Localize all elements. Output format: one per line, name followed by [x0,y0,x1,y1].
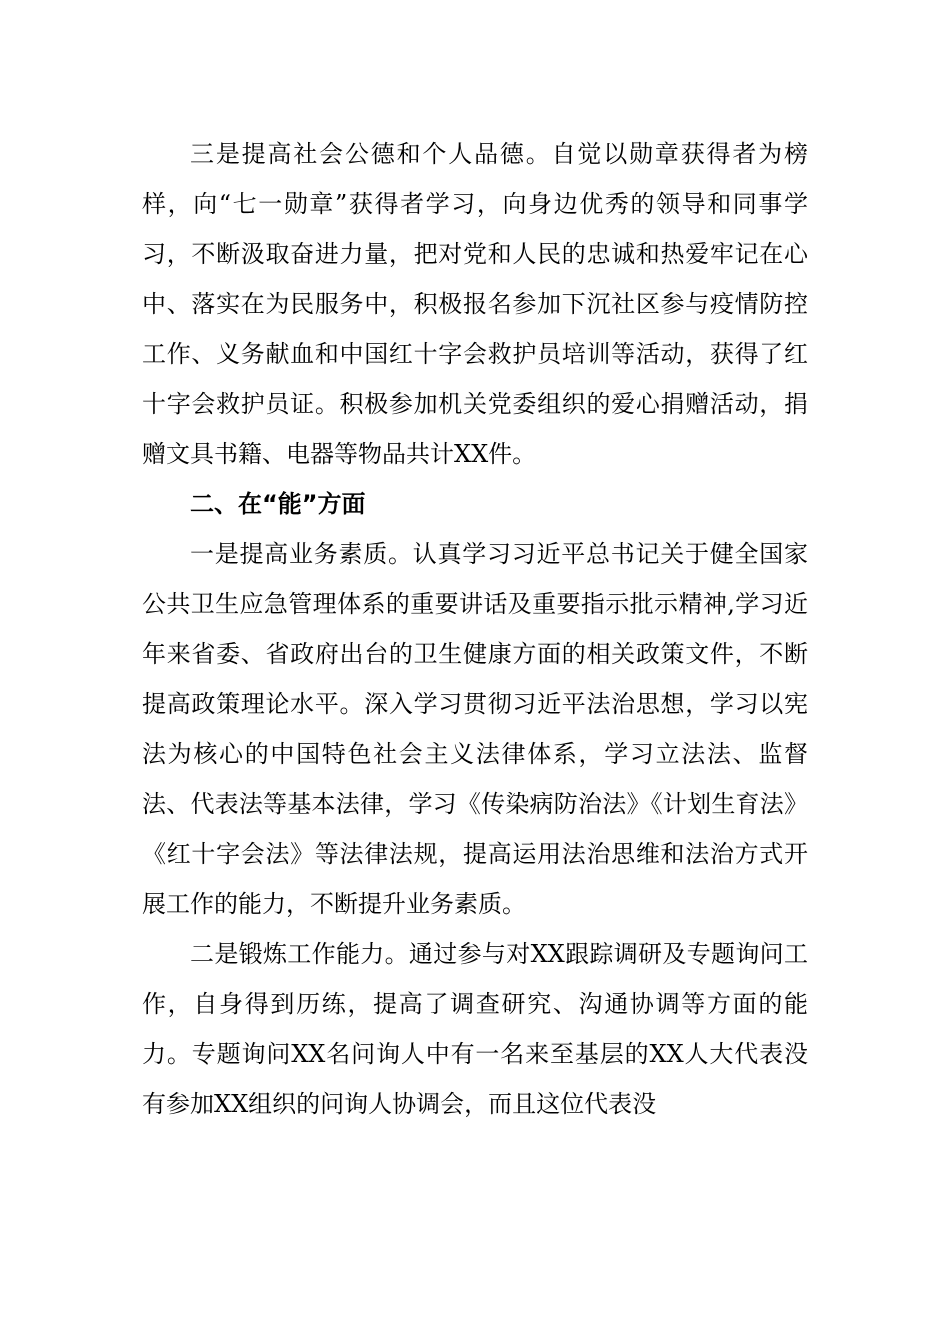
paragraph-work-ability: 二是锻炼工作能力。通过参与对XX跟踪调研及专题询问工作，自身得到历练，提高了调查研究、沟通协调等方面的能力。专题询问XX名问询人中有一名来至基层的XX人大代表没有参加XX组织的问询人协调会，而且这位代表没 [142,940,808,1118]
paragraph-public-morality: 三是提高社会公德和个人品德。自觉以勋章获得者为榜样，向“七一勋章”获得者学习，向身边优秀的领导和同事学习，不断汲取奋进力量，把对党和人民的忠诚和热爱牢记在心中、落实在为民服务中，积极报名参加下沉社区参与疫情防控工作、义务献血和中国红十字会救护员培训等活动，获得了红十字会救护员证。积极参加机关党委组织的爱心捐赠活动，捐赠文具书籍、电器等物品共计XX件。 [142,140,808,468]
section-heading-ability: 二、在“能”方面 [190,490,366,518]
document-body [142,129,808,1129]
paragraph-business-quality: 一是提高业务素质。认真学习习近平总书记关于健全国家公共卫生应急管理体系的重要讲话及重要指示批示精神,学习近年来省委、省政府出台的卫生健康方面的相关政策文件，不断提高政策理论水平。深入学习贯彻习近平法治思想，学习以宪法为核心的中国特色社会主义法律体系，学习立法法、监督法、代表法等基本法律，学习《传染病防治法》《计划生育法》《红十字会法》等法律法规，提高运用法治思维和法治方式开展工作的能力，不断提升业务素质。 [142,540,808,918]
